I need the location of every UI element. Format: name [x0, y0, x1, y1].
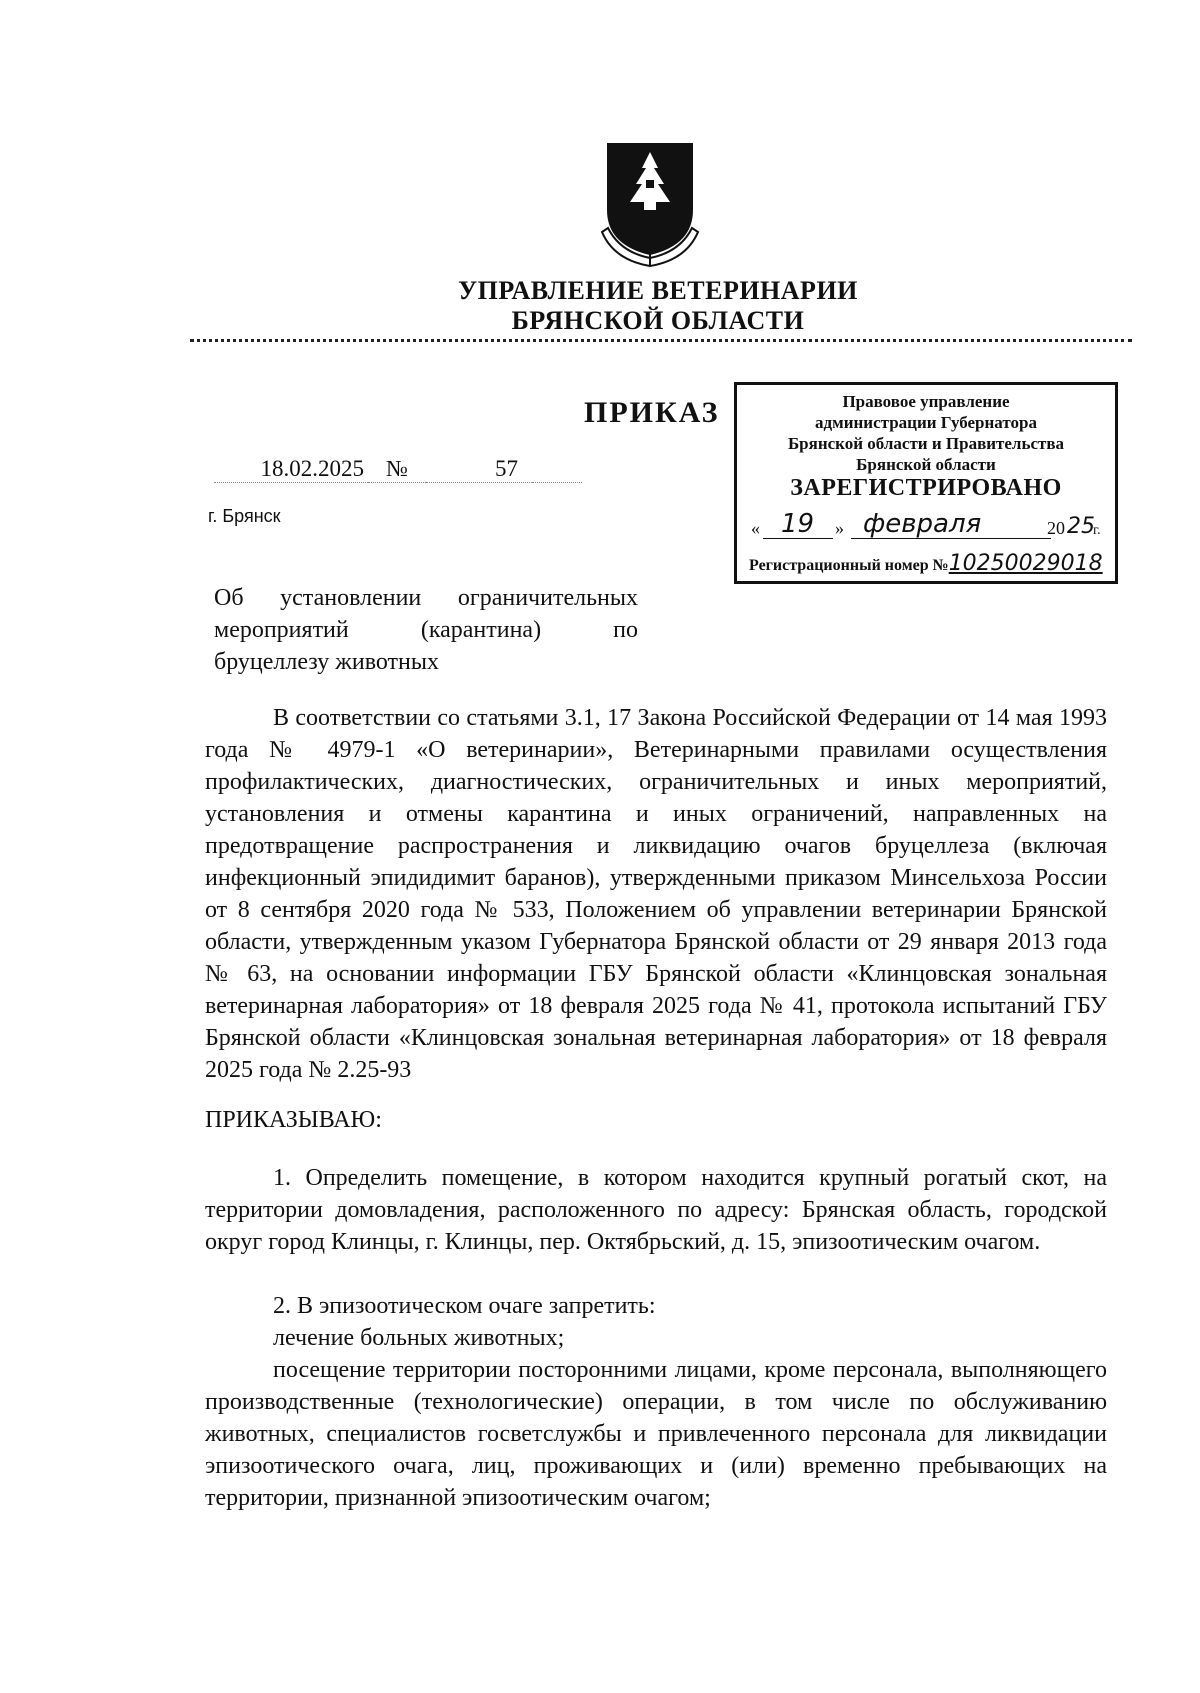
stamp-org-line1: Правовое управление	[842, 392, 1010, 411]
subject-line1: Об установлении ограничительных	[214, 585, 638, 611]
stamp-registration-number	[749, 551, 1103, 576]
org-name-line1: УПРАВЛЕНИЕ ВЕТЕРИНАРИИ	[458, 276, 858, 305]
stamp-org-line4: Брянской области	[856, 455, 996, 474]
stamp-month: февраля	[863, 509, 982, 539]
date-number-line	[214, 456, 582, 483]
document-date: 18.02.2025	[214, 456, 368, 483]
order-item-2-line1: лечение больных животных;	[273, 1325, 565, 1351]
document-type-title: ПРИКАЗ	[584, 396, 720, 429]
stamp-day: 19	[781, 509, 815, 539]
subject-line3: бруцеллезу животных	[214, 649, 439, 675]
stamp-year-mark: г.	[1093, 523, 1101, 538]
stamp-date-line	[751, 507, 1111, 541]
order-item-2-line2: посещение территории посторонними лицами, кроме персонала, выполняющего производственные (технологические) операции, в том числе по обслуживанию животных, специалистов госветслужбы и привлеченного персонала для ликвидации эпизоотического очага, лиц, проживающих и (или) временно пребывающих на территории, признанной эпизоотическим очагом;	[205, 1357, 1107, 1511]
stamp-year-prefix: 20	[1047, 518, 1065, 538]
org-name-line2: БРЯНСКОЙ ОБЛАСТИ	[511, 306, 805, 335]
stamp-close-quote: »	[835, 518, 844, 538]
stamp-reg-number: 10250029018	[948, 551, 1103, 576]
header-divider	[190, 339, 1132, 342]
subject-line2: мероприятий (карантина) по	[214, 617, 638, 643]
stamp-org-line3: Брянской области и Правительства	[787, 434, 1065, 453]
document-number: 57	[426, 456, 532, 483]
registration-stamp	[734, 382, 1118, 584]
stamp-registered-label: ЗАРЕГИСТРИРОВАНО	[790, 475, 1062, 501]
coat-of-arms-emblem	[600, 140, 700, 268]
stamp-reg-label: Регистрационный номер №	[749, 557, 949, 574]
document-subject	[214, 582, 638, 678]
stamp-org-name	[737, 391, 1115, 475]
stamp-open-quote: «	[751, 518, 760, 538]
stamp-year-suffix: 25	[1067, 514, 1095, 539]
stamp-org-line2: администрации Губернатора	[815, 413, 1037, 432]
order-item-2-title: 2. В эпизоотическом очаге запретить:	[273, 1293, 656, 1319]
number-underline	[532, 456, 582, 483]
preamble-paragraph: В соответствии со статьями 3.1, 17 Закона Российской Федерации от 14 мая 1993 года № 4979-1 «О ветеринарии», Ветеринарными правилами осуществления профилактических, диагностических, ограничительных и иных мероприятий, установления и отмены карантина и иных ограничений, направленных на предотвращение распространения и ликвидацию очагов бруцеллеза (включая инфекционный эпидидимит баранов), утвержденными приказом Минсельхоза России от 8 сентября 2020 года № 533, Положением об управлении ветеринарии Брянской области, утвержденным указом Губернатора Брянской области от 29 января 2013 года № 63, на основании информации ГБУ Брянской области «Клинцовская зональная ветеринарная лаборатория» от 18 февраля 2025 года № 41, протокола испытаний ГБУ Брянской области «Клинцовская зональная ветеринарная лаборатория» от 18 февраля 2025 года № 2.25-93	[205, 705, 1107, 1083]
prikazyvayu-heading: ПРИКАЗЫВАЮ:	[205, 1107, 382, 1133]
order-item-1: 1. Определить помещение, в котором находится крупный рогатый скот, на территории домовладения, расположенного по адресу: Брянская область, городской округ город Клинцы, г. Клинцы, пер. Октябрьский, д. 15, эпизоотическим очагом.	[205, 1165, 1107, 1255]
document-city: г. Брянск	[208, 506, 281, 526]
number-sign: №	[368, 456, 426, 483]
order-item-2	[205, 1290, 1107, 1514]
